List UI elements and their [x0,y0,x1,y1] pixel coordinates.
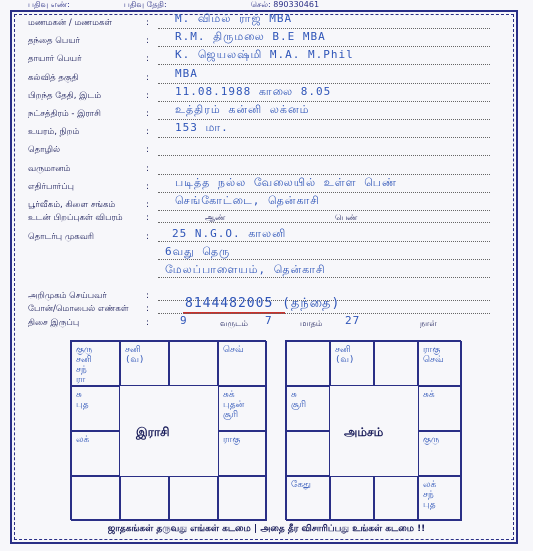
rasi-house-c4 [218,341,267,386]
rasi-title: இராசி [136,425,170,439]
amsam-house-c13 [286,476,330,521]
amsam-house-c4 [418,341,462,386]
dasa-days-label: நாள் [420,319,437,328]
field-value: 11.08.1988 காலை 8.05 [175,84,332,98]
address-label: தொடர்பு முகவரி [28,232,94,242]
footer-note: ஜாதகங்கள் தருவது எங்கள் கடமை | அதை தீர விசாரிப்பது உங்கள் கடமை !! [107,524,426,534]
dasa-label: திசை இருப்பு [28,318,80,328]
address-line3: மேலப்பாளையம், தென்காசி [165,263,326,276]
field-label: தொழில் [28,145,61,156]
rasi-house-c15 [169,476,218,521]
amsam-house-text: கேது [291,480,311,490]
horoscope-form: பதிவு எண்: பதிவு தேதி: செல்: 890330461 மணமகன் / மணமகள் : M. விமல் ராஜ் MBA தந்தை பெயர் : R.M. திருமலை B.E MBA தாயார் பெயர் : K. ஜெயலஷ்மி M.A. M.Phil கல்வித் தகுதி : MBA பிறந்த தேதி, இடம் : 11.08.1988 காலை 8.05 நட்சத்திரம் - இராசி : உத்திரம் கன்னி லக்னம் உயரம், நிறம் : 153 மா. தொழில் : வருமானம் : எதிர்பார்ப்பு : படித்த நல்ல வேலையில் உள்ள பெண் பூர்வீகம், கிளை சங்கம் : செங்கோட்டை, தென்காசி உடன் பிறப்புகள் விபரம் : ஆண் பெண் தொடர்பு முகவரி : 25 N.G.O. காலனி 6வது தெரு மேலப்பாளையம், தென்காசி அறிமுகம் செய்பவர் : போன்/மொபைல் எண்கள் : 8144482005 (தந்தை) திசை இருப்பு : 9 வருடம் 7 மாதம் 27 நாள் இராசி குரு சனி சந் ரா சனி (வ) செவ் சு புத சுக் புதன் சூரி லக் ராகு அம்சம் சனி (வ) ராகு செவ் சு சூரி சுக் குரு கேது லக் சந் புத ஜாதகங்கள் தருவது எங்கள் கடமை | அதை தீர விசாரிப்பது உங்கள் கடமை !! [0,0,533,551]
amsam-house-c12 [418,431,462,476]
rasi-chart [70,340,266,520]
amsam-house-text: ராகு செவ் [423,345,444,365]
rasi-house-text: செவ் [223,345,244,355]
header-bar [28,0,319,10]
field-label: வருமானம் [28,163,71,174]
rasi-house-c1 [71,341,120,386]
rasi-house-c8 [218,386,267,431]
amsam-house-c9 [286,431,330,476]
field-label: எதிர்பார்ப்பு [28,181,74,192]
field-label: தாயார் பெயர் [28,54,82,65]
rasi-house-c16 [218,476,267,521]
amsam-house-text: சனி (வ) [335,345,355,365]
rasi-house-text: ராகு [223,435,241,445]
amsam-house-c2 [330,341,374,386]
address-line2: 6வது தெரு [165,245,231,258]
field-label: நட்சத்திரம் - இராசி [28,109,101,119]
rasi-house-c14 [120,476,169,521]
dasa-years: 9 [180,314,188,327]
amsam-house-c1 [286,341,330,386]
amsam-house-c8 [418,386,462,431]
amsam-house-c14 [330,476,374,521]
amsam-house-c5 [286,386,330,431]
rasi-house-c13 [71,476,120,521]
amsam-house-c16 [418,476,462,521]
field-label: மணமகன் / மணமகள் [28,18,113,28]
dasa-days: 27 [345,314,361,327]
rasi-house-c9 [71,431,120,476]
phone-label: போன்/மொபைல் எண்கள் [28,304,129,314]
rasi-house-text: லக் [76,435,90,445]
rasi-house-text: சு புத [76,390,89,410]
dasa-months: 7 [265,314,273,327]
amsam-house-c15 [374,476,418,521]
amsam-title: அம்சம் [344,425,384,439]
field-value: M. விமல் ராஜ் MBA [175,12,293,25]
amsam-house-c3 [374,341,418,386]
field-label: கல்வித் தகுதி [28,72,79,83]
amsam-chart [285,340,461,520]
field-label: பிறந்த தேதி, இடம் [28,90,102,101]
address-line1: 25 N.G.O. காலனி [172,227,287,240]
referrer-label: அறிமுகம் செய்பவர் [28,291,107,301]
amsam-house-text: சு சூரி [291,390,307,410]
field-value: 153 மா. [175,121,229,135]
field-label: பூர்வீகம், கிளை சங்கம் [28,200,116,210]
rasi-house-c5 [71,386,120,431]
siblings-label: உடன் பிறப்புகள் விபரம் [28,213,123,223]
rasi-house-text: சனி (வ) [125,345,145,365]
dasa-months-label: மாதம் [300,319,323,328]
field-value: MBA [175,66,198,80]
field-label: உயரம், நிறம் [28,127,80,138]
cell-number: செல்: 890330461 [250,0,320,9]
siblings-female: பெண் [335,213,358,222]
siblings-male: ஆண் [205,213,226,222]
rasi-house-text: சுக் புதன் சூரி [223,390,245,420]
amsam-house-text: சுக் [423,390,435,400]
phone-value: 8144482005 (தந்தை) [185,296,341,311]
amsam-house-text: லக் சந் புத [423,480,437,510]
rasi-house-c2 [120,341,169,386]
rasi-house-c3 [169,341,218,386]
field-label: தந்தை பெயர் [28,36,80,47]
field-value: படித்த நல்ல வேலையில் உள்ள பெண் [175,175,397,189]
field-value: R.M. திருமலை B.E MBA [175,30,326,44]
amsam-house-text: குரு [423,435,440,445]
rasi-house-text: குரு சனி சந் ரா [76,345,93,385]
rasi-house-c12 [218,431,267,476]
dasa-years-label: வருடம் [220,319,248,328]
reg-date-label: பதிவு தேதி: [123,0,167,9]
field-value: செங்கோட்டை, தென்காசி [175,194,320,207]
field-value: K. ஜெயலஷ்மி M.A. M.Phil [175,48,354,62]
field-value: உத்திரம் கன்னி லக்னம் [175,103,310,116]
reg-no-label: பதிவு எண்: [28,0,70,9]
